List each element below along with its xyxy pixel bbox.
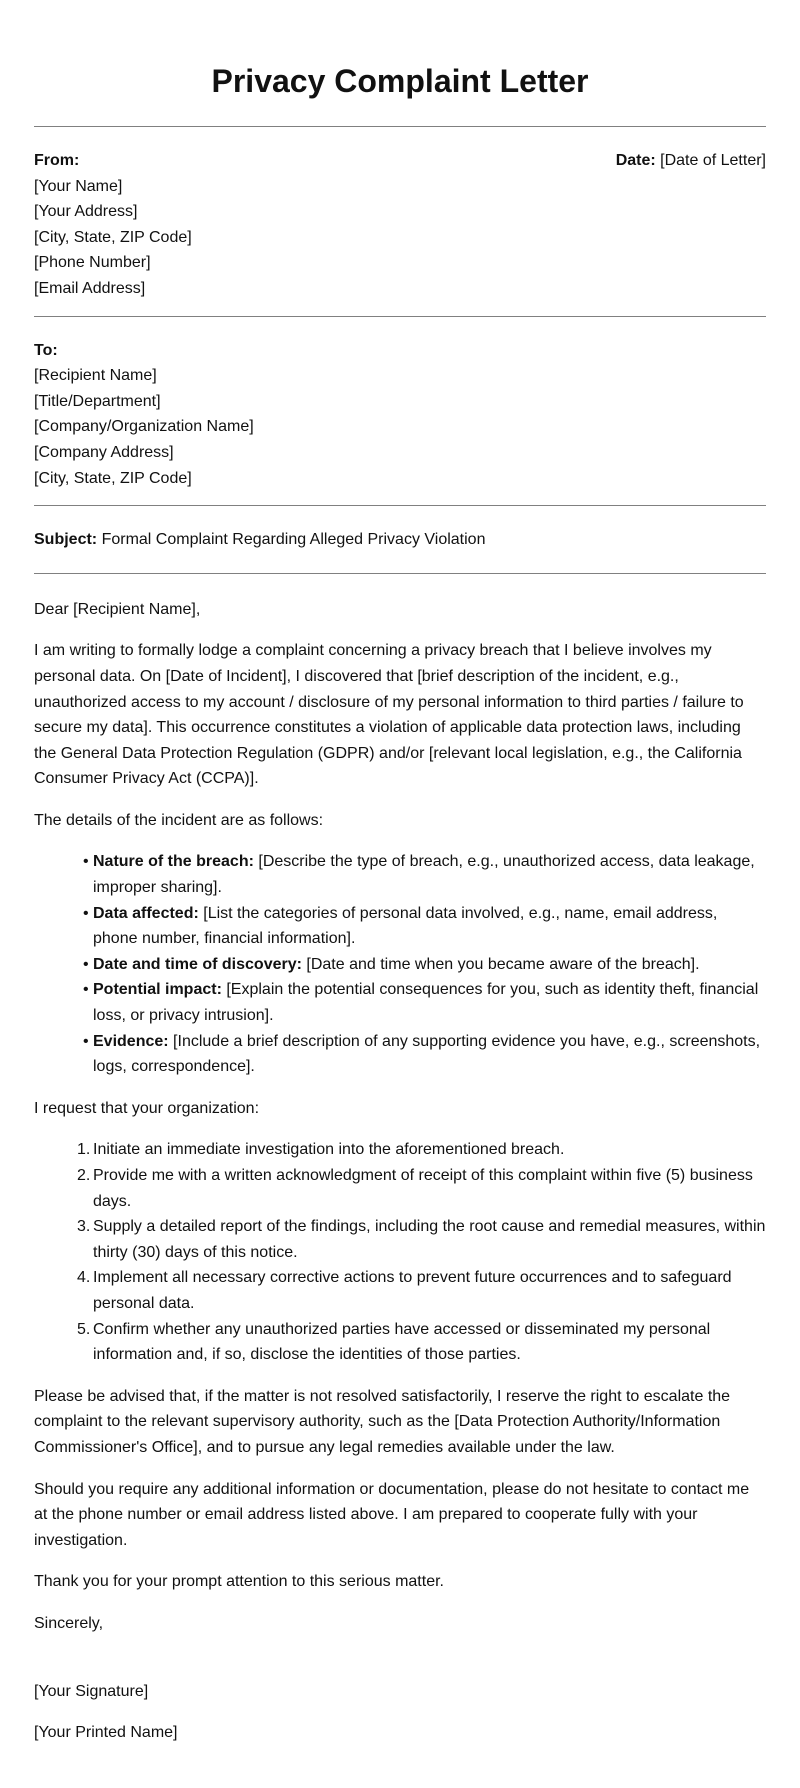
subject-value: Formal Complaint Regarding Alleged Privacy Violation: [101, 531, 486, 549]
bullet-icon: •: [83, 981, 89, 999]
request-text: Implement all necessary corrective actions to prevent future occurrences and to safeguard personal data.: [93, 1269, 732, 1312]
details-intro: The details of the incident are as follows:: [34, 811, 324, 829]
detail-text: [Date and time when you became aware of the breach].: [306, 955, 700, 973]
recipient-name: [Recipient Name]: [34, 367, 157, 385]
recipient-title: [Title/Department]: [34, 392, 161, 410]
list-item: [77, 1163, 766, 1214]
list-item: [83, 952, 766, 978]
detail-text: [Include a brief description of any supporting evidence you have, e.g., screenshots, logs, correspondence].: [93, 1032, 761, 1076]
signature-line: [Your Signature]: [34, 1682, 149, 1700]
page-title: Privacy Complaint Letter: [211, 63, 589, 99]
printed-name-line: [Your Printed Name]: [34, 1724, 178, 1742]
list-item: [83, 901, 766, 952]
list-number: 2.: [77, 1167, 91, 1184]
sender-block: [34, 148, 192, 302]
thanks-line: Thank you for your prompt attention to this serious matter.: [34, 1573, 444, 1591]
detail-text: [Explain the potential consequences for you, such as identity theft, financial loss, or privacy intrusion].: [93, 981, 759, 1025]
divider: [34, 126, 766, 127]
list-number: 5.: [77, 1320, 91, 1338]
detail-label: Data affected:: [93, 904, 199, 922]
request-text: Confirm whether any unauthorized parties have accessed or disseminated my personal information and, if so, disclose the identities of those parties.: [93, 1320, 711, 1364]
bullet-icon: •: [83, 853, 89, 871]
detail-label: Evidence:: [93, 1032, 169, 1050]
list-number: 3.: [77, 1218, 91, 1236]
recipient-company: [Company/Organization Name]: [34, 418, 254, 436]
date-label: Date:: [615, 152, 656, 169]
list-item: [77, 1317, 766, 1368]
intro-paragraph: I am writing to formally lodge a complaint concerning a privacy breach that I believe involves my personal data. On [Date of Incident], I discovered that [brief description of the incident, e.g., unauthorized access to my account / disclosure of my personal information to third parties / failure to secure my data]. This occurrence constitutes a violation of applicable data protection laws, including the General Data Protection Regulation (GDPR) and/or [relevant local legislation, e.g., the California Consumer Privacy Act (CCPA)].: [34, 642, 744, 788]
sender-name: [Your Name]: [34, 177, 123, 195]
date-value: [Date of Letter]: [660, 152, 766, 169]
divider: [34, 573, 766, 574]
sender-phone: [Phone Number]: [34, 254, 151, 272]
request-text: Initiate an immediate investigation into the aforementioned breach.: [93, 1141, 565, 1159]
closing-line: Sincerely,: [34, 1614, 104, 1632]
list-item: [83, 977, 766, 1028]
recipient-block: [34, 338, 766, 492]
sender-email: [Email Address]: [34, 279, 146, 297]
requests-intro: I request that your organization:: [34, 1099, 260, 1117]
subject-label: Subject:: [34, 531, 98, 549]
recipient-label: To:: [34, 341, 58, 359]
detail-text: [List the categories of personal data involved, e.g., name, email address, phone number, financial information].: [93, 904, 718, 948]
request-text: Provide me with a written acknowledgment of receipt of this complaint within five (5) business days.: [93, 1167, 753, 1210]
bullet-icon: •: [83, 1032, 89, 1050]
subject-line: [34, 527, 766, 553]
detail-label: Date and time of discovery:: [93, 955, 302, 973]
list-item: [77, 1137, 766, 1163]
list-item: [83, 1029, 766, 1080]
divider: [34, 505, 766, 506]
recipient-address: [Company Address]: [34, 443, 174, 461]
detail-label: Nature of the breach:: [93, 853, 254, 871]
sender-city: [City, State, ZIP Code]: [34, 228, 192, 246]
contact-paragraph: Should you require any additional information or documentation, please do not hesitate to contact me at the phone number or email address listed above. I am prepared to cooperate fully with your investigation.: [34, 1480, 750, 1549]
detail-text: [Describe the type of breach, e.g., unauthorized access, data leakage, improper sharing].: [93, 853, 755, 897]
list-item: [77, 1265, 766, 1316]
salutation: Dear [Recipient Name],: [34, 600, 201, 618]
bullet-icon: •: [83, 955, 89, 973]
sender-label: From:: [34, 152, 80, 169]
detail-label: Potential impact:: [93, 981, 222, 999]
sender-address: [Your Address]: [34, 203, 138, 221]
list-number: 4.: [77, 1269, 91, 1287]
list-item: [77, 1214, 766, 1265]
date-block: [616, 148, 766, 302]
bullet-icon: •: [83, 904, 89, 922]
incident-details-list: [34, 849, 766, 1079]
request-text: Supply a detailed report of the findings, including the root cause and remedial measures, within thirty (30) days of this notice.: [93, 1218, 766, 1261]
list-number: 1.: [77, 1141, 91, 1159]
list-item: [83, 849, 766, 900]
recipient-city: [City, State, ZIP Code]: [34, 469, 192, 487]
divider: [34, 316, 766, 317]
escalation-paragraph: Please be advised that, if the matter is not resolved satisfactorily, I reserve the right to escalate the complaint to the relevant supervisory authority, such as the [Data Protection Authority/Information Commissioner's Office], and to pursue any legal remedies available under the law.: [34, 1387, 731, 1456]
sender-section: [34, 148, 766, 302]
requests-list: [34, 1137, 766, 1367]
